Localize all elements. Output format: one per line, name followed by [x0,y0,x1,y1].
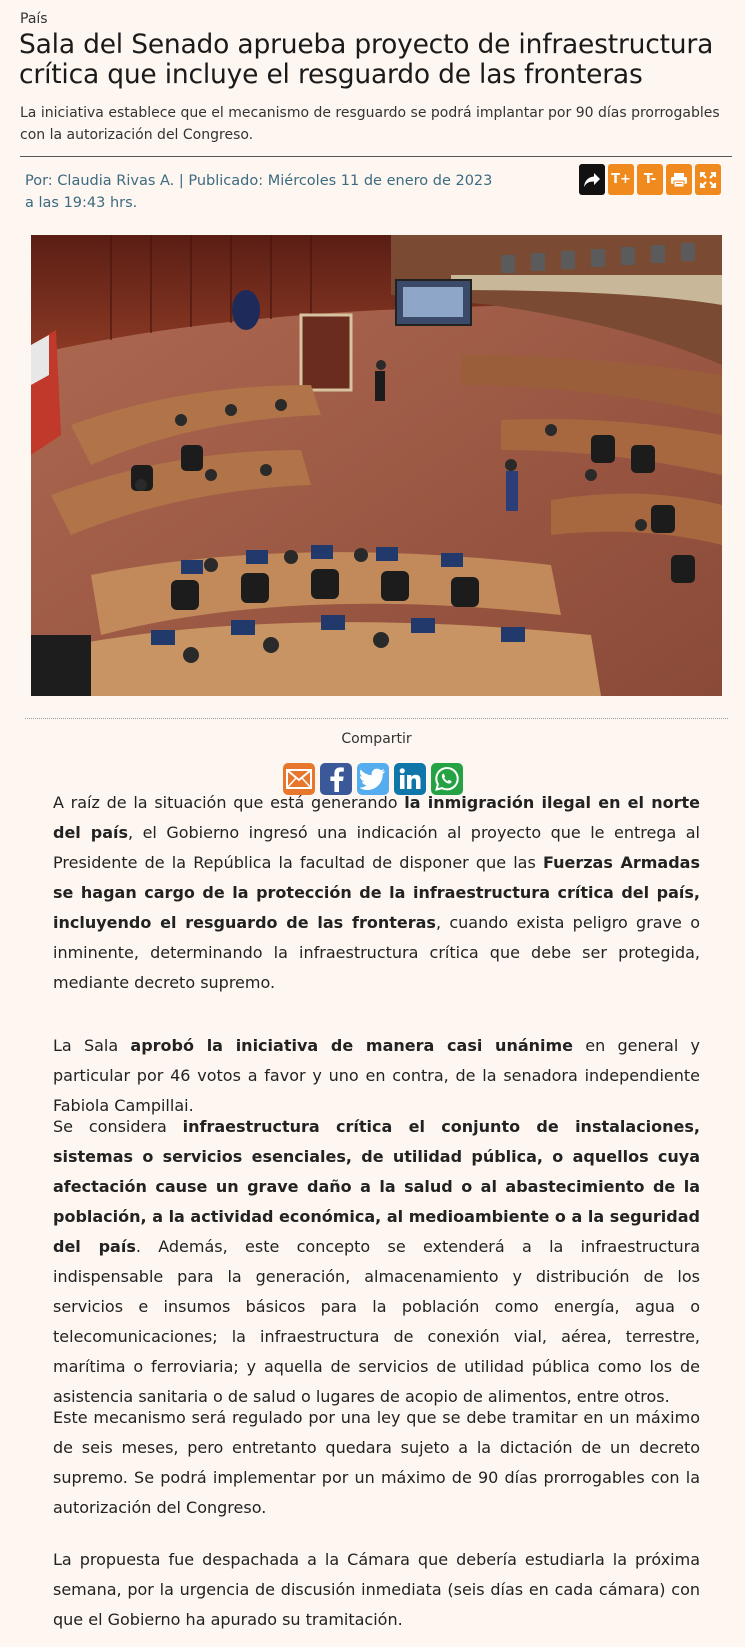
paragraph-2 [53,1031,700,1121]
paragraph-2-text-b: en general y particular por 46 votos a favor y uno en contra, de la senadora independiente Fabiola Campillai. [53,1036,700,1115]
divider [20,156,732,157]
print-button[interactable] [666,164,692,195]
share-arrow-button[interactable] [579,164,605,195]
paragraph-5: La propuesta fue despachada a la Cámara que debería estudiarla la próxima semana, por la urgencia de discusión inmediata (seis días en cada cámara) con que el Gobierno ha apurado su tramitación. [53,1550,700,1629]
section-label[interactable]: País [20,11,48,27]
paragraph-3-bold: infraestructura crítica el conjunto de instalaciones, sistemas o servicios esenciales, de utilidad pública, o aquellos cuya afectación cause un grave daño a la salud o al abastecimiento de la población, a la actividad económica, al medioambiente o a la seguridad del país [53,1117,701,1256]
share-label: Compartir [341,731,412,747]
font-increase-button[interactable]: T+ [608,164,634,195]
twitter-icon [360,768,386,790]
font-decrease-button[interactable]: T- [637,164,663,195]
paragraph-1-text-b: , el Gobierno ingresó una indicación al proyecto que le entrega al Presidente de la República la facultad de disponer que las [53,823,700,872]
senate-chamber-illustration [31,235,722,696]
paragraph-1 [53,788,700,998]
paragraph-1-bold-a: la inmigración ilegal en el norte del país [53,793,701,842]
paragraph-1-bold-b: Fuerzas Armadas se hagan cargo de la protección de la infraestructura crítica del país, incluyendo el resguardo de las fronteras [53,853,701,932]
paragraph-1-text-a: A raíz de la situación que está generando [53,793,405,812]
paragraph-4: Este mecanismo será regulado por una ley que se debe tramitar en un máximo de seis meses, pero entretanto quedara sujeto a la dictación de un decreto supremo. Se podrá implementar por un máximo de 90 días prorrogables con la autorización del Congreso. [53,1408,700,1517]
paragraph-2-bold: aprobó la iniciativa de manera casi unánime [130,1036,574,1055]
expand-icon [699,171,717,189]
paragraph-1-text-c: , cuando exista peligro grave o inminente, determinando la infraestructura crítica que debe ser protegida, mediante decreto supremo. [53,913,701,992]
article-subtitle: La iniciativa establece que el mecanismo de resguardo se podrá implantar por 90 días prorrogables con la autorización del Congreso. [20,105,720,143]
article-headline: Sala del Senado aprueba proyecto de infraestructura crítica que incluye el resguardo de las fronteras [19,29,714,90]
printer-icon [670,172,688,188]
article-photo-senate-chamber [31,235,722,696]
article-byline: Por: Claudia Rivas A. | Publicado: Miércoles 11 de enero de 2023 a las 19:43 hrs. [25,173,493,211]
paragraph-3-text-a: Se considera [53,1117,183,1136]
share-arrow-icon [583,172,601,188]
email-icon [286,769,312,789]
paragraph-3-text-b: . Además, este concepto se extenderá a la infraestructura indispensable para la generación, almacenamiento y distribución de los servicios e insumos básicos para la población como energía, agua o telecomunicaciones; la infraestructura de conexión vial, aérea, terrestre, marítima o ferroviaria; y aquella de servicios de utilidad pública como los de asistencia sanitaria o de salud o lugares de acopio de alimentos, entre otros. [53,1237,700,1406]
share-divider [25,718,728,719]
paragraph-2-text-a: La Sala [53,1036,131,1055]
article-toolbar [579,164,721,195]
fullscreen-button[interactable] [695,164,721,195]
paragraph-3 [53,1112,700,1412]
